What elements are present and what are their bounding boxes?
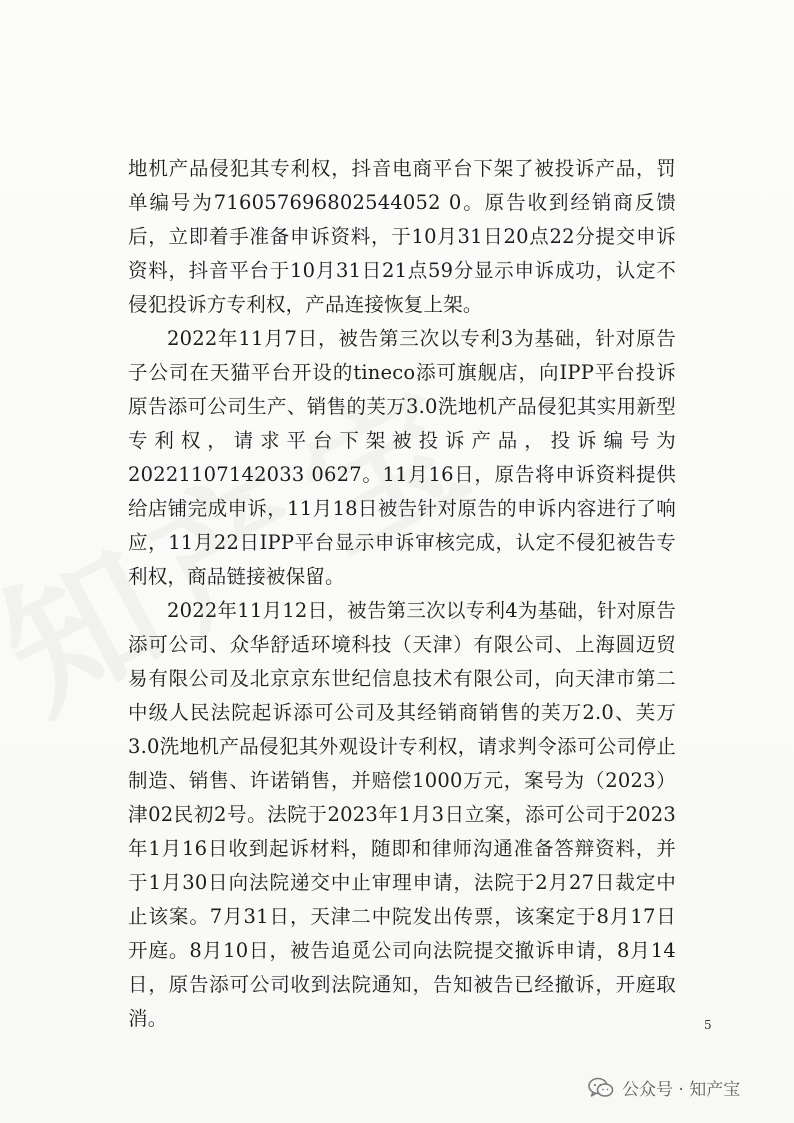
wechat-account-label: 公众号 · 知产宝 bbox=[622, 1080, 741, 1100]
paragraph-3: 2022年11月12日，被告第三次以专利4为基础，针对原告添可公司、众华舒适环境科技（天津）有限公司、上海圆迈贸易有限公司及北京京东世纪信息技术有限公司，向天津市第二中级人民法院起诉添可公司及其经销商销售的芙万2.0、芙万3.0洗地机产品侵犯其外观设计专利权，请求判令添可公司停止制造、销售、许诺销售，并赔偿1000万元，案号为（2023）津02民初2号。法院于2023年1月3日立案，添可公司于2023年1月16日收到起诉材料，随即和律师沟通准备答辩资料，并于1月30日向法院递交中止审理申请，法院于2月27日裁定中止该案。7月31日，天津二中院发出传票，该案定于8月17日开庭。8月10日，被告追觅公司向法院提交撤诉申请，8月14日，原告添可公司收到法院通知，告知被告已经撤诉，开庭取消。 bbox=[128, 599, 676, 1030]
wechat-account-badge[interactable] bbox=[588, 1075, 740, 1100]
page-number: 5 bbox=[704, 1018, 712, 1032]
wechat-icon bbox=[588, 1077, 614, 1099]
paragraph-1: 地机产品侵犯其专利权，抖音电商平台下架了被投诉产品，罚单编号为716057696802544052 0。原告收到经销商反馈后，立即着手准备申诉资料，于10月31日20点22分提交申诉资料，抖音平台于10月31日21点59分显示申诉成功，认定不侵犯投诉方专利权，产品连接恢复上架。 bbox=[128, 157, 676, 316]
paragraph-2: 2022年11月7日，被告第三次以专利3为基础，针对原告子公司在天猫平台开设的tineco添可旗舰店，向IPP平台投诉原告添可公司生产、销售的芙万3.0洗地机产品侵犯其实用新型专利权，请求平台下架被投诉产品，投诉编号为20221107142033 0627。11月16日，原告将申诉资料提供给店铺完成申诉，11月18日被告针对原告的申诉内容进行了响应，11月22日IPP平台显示申诉审核完成，认定不侵犯被告专利权，商品链接被保留。 bbox=[128, 327, 676, 588]
document-body bbox=[128, 152, 676, 1036]
